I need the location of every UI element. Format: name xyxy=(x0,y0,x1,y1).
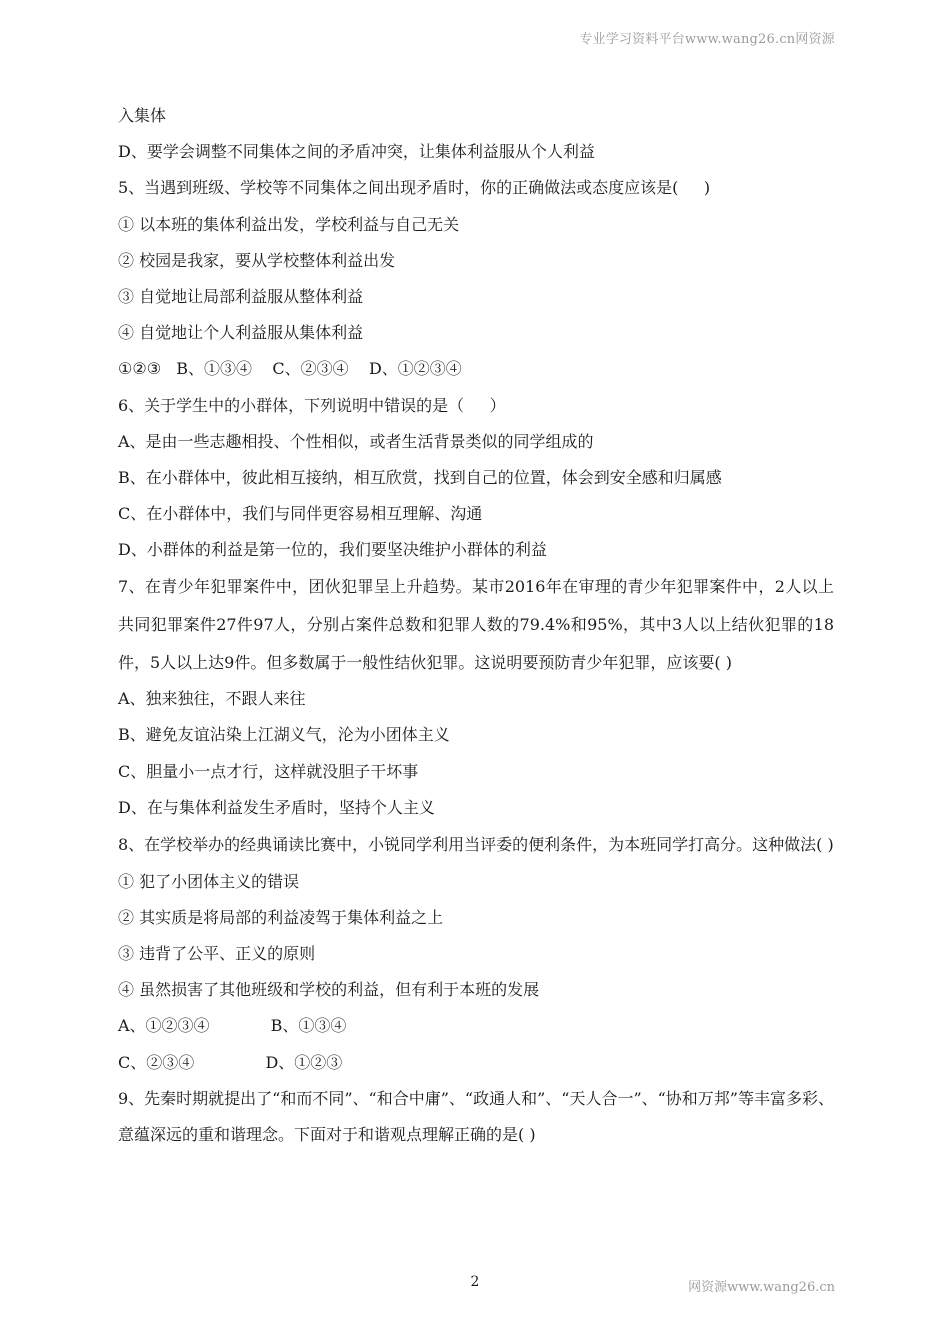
option-line: B、避免友谊沾染上江湖义气，沦为小团体主义 xyxy=(118,725,450,745)
option-line: ① 犯了小团体主义的错误 xyxy=(118,871,300,891)
option-line: D、小群体的利益是第一位的，我们要坚决维护小群体的利益 xyxy=(118,540,547,560)
option-line: D、在与集体利益发生矛盾时，坚持个人主义 xyxy=(118,797,435,817)
question-5: 5、当遇到班级、学校等不同集体之间出现矛盾时，你的正确做法或态度应该是( ) xyxy=(118,178,711,198)
option-line: C、在小群体中，我们与同伴更容易相互理解、沟通 xyxy=(118,504,483,524)
page-footer: 网资源www.wang26.cn xyxy=(688,1280,835,1295)
option-line: A、独来独往，不跟人来往 xyxy=(118,689,306,709)
option-line: C、胆量小一点才行，这样就没胆子干坏事 xyxy=(118,761,419,781)
text-line: 入集体 xyxy=(118,106,167,125)
page-number: 2 xyxy=(470,1274,480,1290)
option-line: ② 其实质是将局部的利益凌驾于集体利益之上 xyxy=(118,907,444,927)
option-line: ② 校园是我家，要从学校整体利益出发 xyxy=(118,250,396,270)
option-line: ④ 虽然损害了其他班级和学校的利益，但有利于本班的发展 xyxy=(118,980,540,1000)
page-header: 专业学习资料平台www.wang26.cn网资源 xyxy=(579,32,835,47)
document-body xyxy=(118,98,834,1154)
text-line: D、要学会调整不同集体之间的矛盾冲突，让集体利益服从个人利益 xyxy=(118,142,595,162)
answer-choices: ①②③ B、①③④ C、②③④ D、①②③④ xyxy=(118,359,462,379)
question-7: 7、在青少年犯罪案件中，团伙犯罪呈上升趋势。某市2016年在审理的青少年犯罪案件中，2人以上共同犯罪案件27件97人，分别占案件总数和犯罪人数的79.4%和95%，其中3人以上结伙犯罪的18件，5人以上达9件。但多数属于一般性结伙犯罪。这说明要预防青少年犯罪，应该要( ) xyxy=(118,577,834,672)
option-line: ③ 违背了公平、正义的原则 xyxy=(118,943,316,963)
option-line: ① 以本班的集体利益出发，学校利益与自己无关 xyxy=(118,214,460,234)
option-line: ④ 自觉地让个人利益服从集体利益 xyxy=(118,323,364,343)
question-8: 8、在学校举办的经典诵读比赛中，小锐同学利用当评委的便利条件，为本班同学打高分。这种做法( ) xyxy=(118,834,834,854)
answer-choices: C、②③④ D、①②③ xyxy=(118,1052,343,1072)
option-line: A、是由一些志趣相投、个性相似，或者生活背景类似的同学组成的 xyxy=(118,431,594,451)
answer-choices: A、①②③④ B、①③④ xyxy=(118,1016,347,1036)
question-6: 6、关于学生中的小群体，下列说明中错误的是（ ） xyxy=(118,395,506,415)
question-9: 9、先秦时期就提出了“和而不同”、“和合中庸”、“政通人和”、“天人合一”、“协和万邦”等丰富多彩、意蕴深远的重和谐理念。下面对于和谐观点理解正确的是( ) xyxy=(118,1088,834,1145)
option-line: ③ 自觉地让局部利益服从整体利益 xyxy=(118,286,364,306)
option-line: B、在小群体中，彼此相互接纳，相互欣赏，找到自己的位置，体会到安全感和归属感 xyxy=(118,467,722,487)
